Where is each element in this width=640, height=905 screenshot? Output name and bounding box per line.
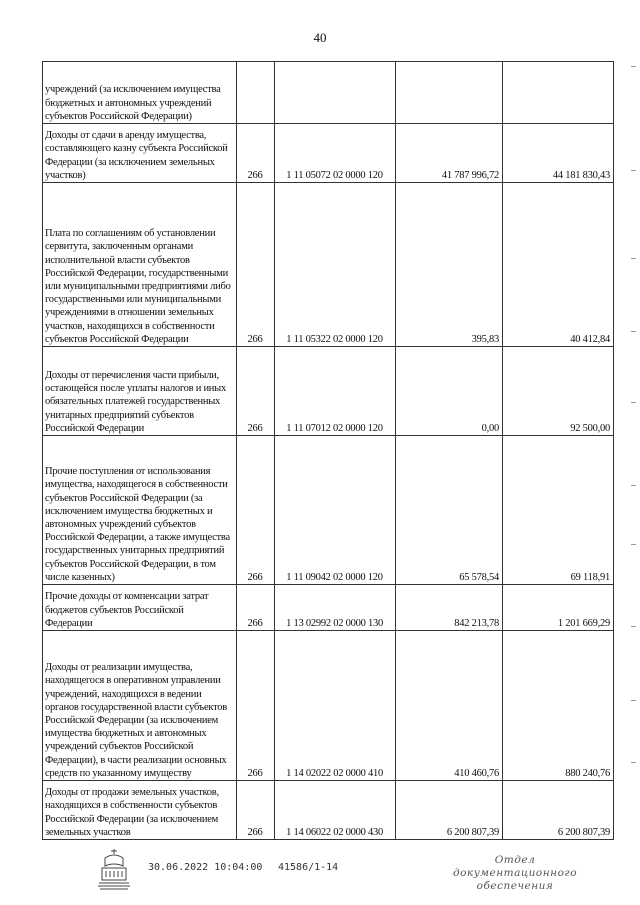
row-amount-approved: 65 578,54: [396, 436, 503, 585]
row-budget-code: 1 11 05322 02 0000 120: [275, 183, 396, 347]
row-name: Прочие поступления от использования имущества, находящегося в собственности субъектов Российской Федерации (за исключением имущества бюджетных и автономных учреждений субъектов Российской Федерации, а также имущества государственных унитарных предприятий субъектов Российской Федерации, в том числе казенных): [43, 436, 237, 585]
row-budget-code: 1 11 05072 02 0000 120: [275, 124, 396, 183]
row-name: Доходы от продажи земельных участков, находящихся в собственности субъектов Российской Федерации (за исключением земельных участков: [43, 781, 237, 840]
row-amount-executed: [503, 62, 614, 124]
row-name: Доходы от сдачи в аренду имущества, составляющего казну субъекта Российской Федерации (за исключением земельных участков): [43, 124, 237, 183]
row-amount-executed: 69 118,91: [503, 436, 614, 585]
row-amount-approved: 410 460,76: [396, 631, 503, 781]
row-budget-code: 1 14 06022 02 0000 430: [275, 781, 396, 840]
department-line-2: обеспечения: [476, 880, 554, 892]
table-row: [43, 347, 614, 436]
table-row: [43, 183, 614, 347]
row-amount-approved: 842 213,78: [396, 585, 503, 631]
row-admin-code: 266: [237, 124, 275, 183]
table-row: [43, 781, 614, 840]
row-name: Плата по соглашениям об установлении сервитута, заключенным органами исполнительной власти субъектов Российской Федерации, государственными или муниципальными предприятиями либо государственными или муниципальными учреждениями в отношении земельных участков, находящихся в собственности субъектов Российской Федерации: [43, 183, 237, 347]
row-amount-approved: [396, 62, 503, 124]
row-amount-executed: 44 181 830,43: [503, 124, 614, 183]
row-admin-code: 266: [237, 781, 275, 840]
row-amount-executed: 6 200 807,39: [503, 781, 614, 840]
row-name: Доходы от перечисления части прибыли, остающейся после уплаты налогов и иных обязательных платежей государственных унитарных предприятий субъектов Российской Федерации: [43, 347, 237, 436]
row-amount-approved: 41 787 996,72: [396, 124, 503, 183]
department-stamp: [440, 854, 590, 893]
row-amount-executed: 40 412,84: [503, 183, 614, 347]
scan-margin-marks: [630, 0, 636, 905]
row-admin-code: 266: [237, 183, 275, 347]
row-name: учреждений (за исключением имущества бюджетных и автономных учреждений субъектов Российской Федерации): [43, 62, 237, 124]
department-line-1: Отдел документационного: [452, 854, 578, 879]
row-admin-code: 266: [237, 631, 275, 781]
row-amount-approved: 395,83: [396, 183, 503, 347]
row-budget-code: 1 13 02992 02 0000 130: [275, 585, 396, 631]
table-row: [43, 436, 614, 585]
row-budget-code: 1 11 07012 02 0000 120: [275, 347, 396, 436]
coat-of-arms-icon: [96, 846, 132, 892]
row-budget-code: 1 14 02022 02 0000 410: [275, 631, 396, 781]
footer-datetime: 30.06.2022 10:04:00: [148, 862, 263, 873]
row-admin-code: [237, 62, 275, 124]
row-amount-executed: 880 240,76: [503, 631, 614, 781]
row-admin-code: 266: [237, 347, 275, 436]
row-admin-code: 266: [237, 436, 275, 585]
table-row: [43, 62, 614, 124]
row-admin-code: 266: [237, 585, 275, 631]
table-row: [43, 124, 614, 183]
row-budget-code: 1 11 09042 02 0000 120: [275, 436, 396, 585]
row-budget-code: [275, 62, 396, 124]
row-name: Прочие доходы от компенсации затрат бюджетов субъектов Российской Федерации: [43, 585, 237, 631]
page-number: 40: [313, 30, 327, 45]
row-amount-executed: 1 201 669,29: [503, 585, 614, 631]
table-row: [43, 585, 614, 631]
footer-doc-number: 41586/1-14: [278, 862, 339, 873]
revenue-table: [42, 61, 614, 840]
table-row: [43, 631, 614, 781]
row-amount-approved: 0,00: [396, 347, 503, 436]
row-name: Доходы от реализации имущества, находящегося в оперативном управлении учреждений, находящихся в ведении органов государственной власти субъектов Российской Федерации (за исключением имущества бюджетных и автономных учреждений субъектов Российской Федерации), в части реализации основных средств по указанному имуществу: [43, 631, 237, 781]
row-amount-approved: 6 200 807,39: [396, 781, 503, 840]
row-amount-executed: 92 500,00: [503, 347, 614, 436]
